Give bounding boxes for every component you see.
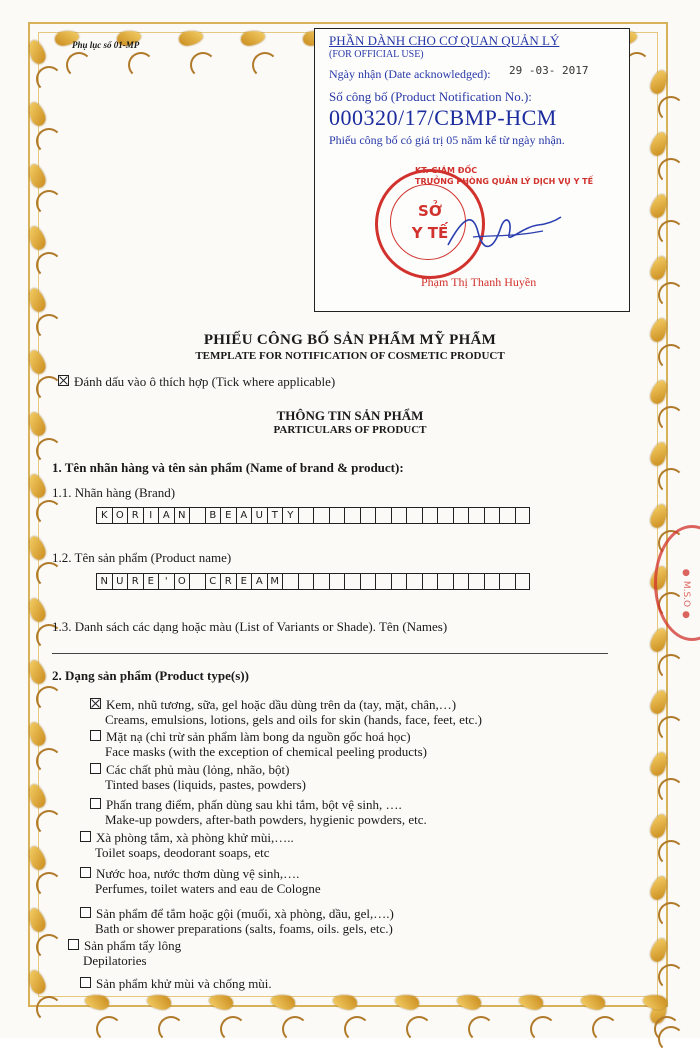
option-label-en: Bath or shower preparations (salts, foams, oils. gels, etc.) [95, 921, 393, 936]
swirl-ornament-icon [658, 716, 684, 742]
swirl-ornament-icon [36, 252, 62, 278]
letter-cell[interactable] [406, 507, 422, 524]
letter-cell[interactable] [375, 507, 391, 524]
option-label-vi: Xà phòng tắm, xà phòng khử mùi,….. [96, 830, 294, 845]
form-title: PHIẾU CÔNG BỐ SẢN PHẨM MỸ PHẨM [203, 332, 497, 348]
section-2-heading: 2. Dạng sản phẩm (Product type(s)) [52, 668, 249, 683]
letter-cell[interactable] [189, 507, 205, 524]
swirl-ornament-icon [128, 52, 154, 78]
tick-note [58, 374, 335, 390]
swirl-ornament-icon [36, 500, 62, 526]
letter-cell[interactable] [499, 573, 515, 590]
letter-cell[interactable]: A [251, 573, 267, 590]
letter-cell[interactable] [189, 573, 205, 590]
letter-cell[interactable] [453, 573, 469, 590]
letter-cell[interactable]: E [143, 573, 159, 590]
variants-label: 1.3. Danh sách các dạng hoặc màu (List of Variants or Shade). Tên (Names) [52, 619, 448, 634]
swirl-ornament-icon [658, 468, 684, 494]
letter-cell[interactable] [484, 507, 500, 524]
letter-cell[interactable] [453, 507, 469, 524]
example-checkbox-icon [58, 375, 69, 386]
swirl-ornament-icon [344, 1016, 370, 1042]
swirl-ornament-icon [658, 902, 684, 928]
swirl-ornament-icon [658, 158, 684, 184]
swirl-ornament-icon [36, 128, 62, 154]
swirl-ornament-icon [658, 778, 684, 804]
option-label-vi: Các chất phủ màu (lỏng, nhão, bột) [106, 762, 290, 777]
stamp-title-line-1: KT. GIÁM ĐỐC [415, 166, 478, 175]
letter-cell[interactable]: B [205, 507, 221, 524]
swirl-ornament-icon [158, 1016, 184, 1042]
letter-cell[interactable]: O [174, 573, 190, 590]
letter-cell[interactable] [484, 573, 500, 590]
checkbox-icon[interactable] [68, 939, 79, 950]
letter-cell[interactable]: R [127, 573, 143, 590]
letter-cell[interactable]: U [112, 573, 128, 590]
letter-cell[interactable]: O [112, 507, 128, 524]
letter-cell[interactable] [468, 507, 484, 524]
letter-cell[interactable] [313, 573, 329, 590]
swirl-ornament-icon [406, 1016, 432, 1042]
form-title-en: TEMPLATE FOR NOTIFICATION OF COSMETIC PRODUCT [195, 350, 505, 362]
letter-cell[interactable]: N [96, 573, 112, 590]
product-type-option [80, 976, 272, 991]
option-label-vi: Kem, nhũ tương, sữa, gel hoặc dầu dùng trên da (tay, mặt, chân,…) [106, 697, 457, 712]
swirl-ornament-icon [36, 872, 62, 898]
swirl-ornament-icon [36, 748, 62, 774]
swirl-ornament-icon [592, 1016, 618, 1042]
swirl-ornament-icon [36, 810, 62, 836]
letter-cell[interactable] [329, 573, 345, 590]
letter-cell[interactable]: T [267, 507, 283, 524]
letter-cell[interactable] [515, 507, 531, 524]
checkbox-icon[interactable] [90, 763, 101, 774]
option-label-en: Make-up powders, after-bath powders, hygienic powders, etc. [105, 812, 427, 827]
swirl-ornament-icon [190, 52, 216, 78]
option-label-vi: Nước hoa, nước thơm dùng vệ sinh,…. [96, 866, 300, 881]
product-type-option [80, 830, 294, 860]
swirl-ornament-icon [658, 840, 684, 866]
letter-cell[interactable] [499, 507, 515, 524]
checkbox-icon[interactable] [90, 698, 101, 709]
letter-cell[interactable] [298, 573, 314, 590]
letter-cell[interactable]: E [220, 507, 236, 524]
letter-cell[interactable]: N [174, 507, 190, 524]
swirl-ornament-icon [252, 52, 278, 78]
product-letter-grid[interactable] [96, 573, 530, 590]
swirl-ornament-icon [468, 1016, 494, 1042]
signature-image [443, 207, 563, 257]
letter-cell[interactable]: R [127, 507, 143, 524]
swirl-ornament-icon [36, 686, 62, 712]
divider [52, 653, 608, 654]
letter-cell[interactable]: ' [158, 573, 174, 590]
letter-cell[interactable]: Y [282, 507, 298, 524]
letter-cell[interactable] [422, 573, 438, 590]
letter-cell[interactable] [344, 507, 360, 524]
letter-cell[interactable] [282, 573, 298, 590]
product-type-option [80, 866, 321, 896]
swirl-ornament-icon [658, 220, 684, 246]
seal-text-2: Y TẾ [411, 224, 449, 242]
official-header-en: (FOR OFFICIAL USE) [329, 49, 424, 60]
letter-cell[interactable] [360, 507, 376, 524]
notification-number: 000320/17/CBMP-HCM [329, 105, 557, 130]
swirl-ornament-icon [36, 996, 62, 1022]
tick-note-text: Đánh dấu vào ô thích hợp (Tick where applicable) [74, 374, 336, 389]
letter-cell[interactable]: A [236, 507, 252, 524]
product-name-label: 1.2. Tên sản phẩm (Product name) [52, 550, 232, 565]
brand-letter-grid[interactable] [96, 507, 530, 524]
letter-cell[interactable] [313, 507, 329, 524]
stamp-title-line-2: TRƯỞNG PHÒNG QUẢN LÝ DỊCH VỤ Y TẾ [415, 177, 594, 186]
letter-cell[interactable] [468, 573, 484, 590]
option-label-en: Toilet soaps, deodorant soaps, etc [95, 845, 270, 860]
letter-cell[interactable] [360, 573, 376, 590]
option-label-en: Tinted bases (liquids, pastes, powders) [105, 777, 307, 792]
particulars-heading-en: PARTICULARS OF PRODUCT [273, 424, 427, 436]
swirl-ornament-icon [530, 1016, 556, 1042]
swirl-ornament-icon [658, 96, 684, 122]
seal-text-1: SỞ [418, 202, 442, 220]
letter-cell[interactable] [437, 573, 453, 590]
letter-cell[interactable] [329, 507, 345, 524]
letter-cell[interactable] [437, 507, 453, 524]
option-label-en: Perfumes, toilet waters and eau de Cologne [95, 881, 321, 896]
swirl-ornament-icon [282, 1016, 308, 1042]
option-label-en: Depilatories [83, 953, 147, 968]
brand-label: 1.1. Nhãn hàng (Brand) [52, 485, 176, 500]
official-use-box [314, 28, 630, 312]
edge-seal-stamp: ● M.S.O ● [654, 525, 700, 641]
option-label-vi: Sản phẩm khử mùi và chống mùi. [96, 976, 272, 991]
letter-cell[interactable] [344, 573, 360, 590]
swirl-ornament-icon [36, 190, 62, 216]
checkbox-icon[interactable] [80, 977, 91, 988]
letter-cell[interactable] [298, 507, 314, 524]
letter-cell[interactable]: C [205, 573, 221, 590]
option-label-vi: Mặt nạ (chỉ trừ sản phẩm làm bong da nguồn gốc hoá học) [106, 729, 411, 744]
option-label-vi: Sản phẩm tẩy lông [84, 938, 182, 953]
letter-cell[interactable]: E [236, 573, 252, 590]
letter-cell[interactable]: U [251, 507, 267, 524]
swirl-ornament-icon [658, 654, 684, 680]
letter-cell[interactable] [515, 573, 531, 590]
checkbox-icon[interactable] [80, 831, 91, 842]
particulars-heading: THÔNG TIN SẢN PHẨM [276, 408, 424, 423]
product-type-option [90, 797, 427, 827]
date-received-label: Ngày nhận (Date acknowledged): [329, 67, 491, 81]
validity-note: Phiếu công bố có giá trị 05 năm kể từ ngày nhận. [329, 133, 565, 147]
swirl-ornament-icon [658, 964, 684, 990]
option-label-vi: Sản phẩm để tắm hoặc gội (muối, xà phòng, dầu, gel,….) [96, 906, 394, 921]
letter-cell[interactable]: M [267, 573, 283, 590]
letter-cell[interactable] [422, 507, 438, 524]
letter-cell[interactable] [375, 573, 391, 590]
swirl-ornament-icon [658, 282, 684, 308]
section-1-heading: 1. Tên nhãn hàng và tên sản phẩm (Name of brand & product): [52, 460, 404, 475]
letter-cell[interactable] [391, 507, 407, 524]
date-received-value: 29 -03- 2017 [509, 64, 589, 77]
option-label-vi: Phấn trang điểm, phấn dùng sau khi tắm, bột vệ sinh, …. [106, 797, 402, 812]
letter-cell[interactable]: R [220, 573, 236, 590]
product-type-option [90, 697, 482, 727]
checkbox-icon[interactable] [80, 867, 91, 878]
swirl-ornament-icon [36, 66, 62, 92]
letter-cell[interactable] [391, 573, 407, 590]
letter-cell[interactable]: K [96, 507, 112, 524]
option-label-en: Face masks (with the exception of chemical peeling products) [105, 744, 428, 759]
product-type-option [90, 762, 306, 792]
swirl-ornament-icon [66, 52, 92, 78]
signer-name: Phạm Thị Thanh Huyền [421, 275, 537, 289]
swirl-ornament-icon [96, 1016, 122, 1042]
swirl-ornament-icon [36, 934, 62, 960]
swirl-ornament-icon [654, 1016, 680, 1042]
checkbox-icon[interactable] [90, 798, 101, 809]
product-type-option [68, 938, 181, 968]
checkbox-icon[interactable] [80, 907, 91, 918]
letter-cell[interactable]: A [158, 507, 174, 524]
appendix-label: Phụ lục số 01-MP [72, 40, 140, 50]
product-type-option [80, 906, 394, 936]
official-header: PHẦN DÀNH CHO CƠ QUAN QUẢN LÝ [329, 33, 560, 48]
notification-no-label: Số công bố (Product Notification No.): [329, 89, 532, 104]
letter-cell[interactable] [406, 573, 422, 590]
option-label-en: Creams, emulsions, lotions, gels and oils for skin (hands, face, feet, etc.) [105, 712, 482, 727]
letter-cell[interactable]: I [143, 507, 159, 524]
swirl-ornament-icon [220, 1016, 246, 1042]
product-type-option [90, 729, 427, 759]
checkbox-icon[interactable] [90, 730, 101, 741]
